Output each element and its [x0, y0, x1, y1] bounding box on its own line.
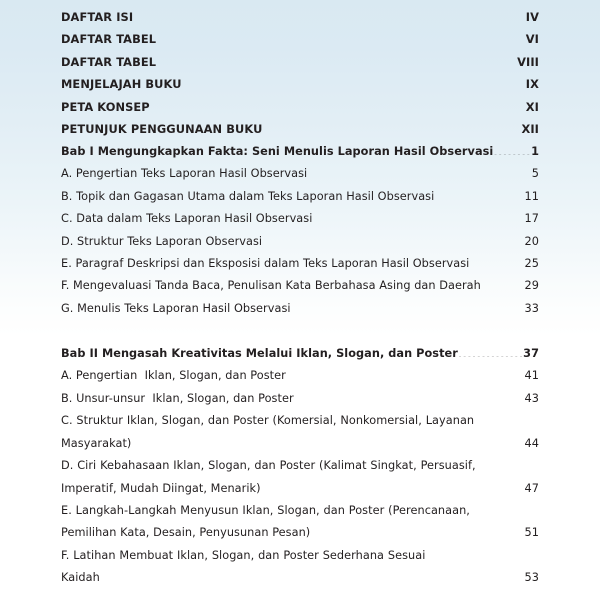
chapter-1-entry-2-row: [61, 433, 539, 455]
front-matter-entry-2-page-number: VIII: [517, 54, 539, 69]
chapter-0-entry-3-title: D. Struktur Teks Laporan Observasi: [61, 234, 263, 248]
chapter-1-entry-1[interactable]: [61, 388, 539, 410]
chapter-0-entry-0-page-number: 5: [531, 167, 539, 181]
chapter-0-entry-5-page-number: 29: [524, 279, 539, 293]
front-matter-entry-2[interactable]: [61, 51, 539, 73]
chapter-1-entry-0-title: A. Pengertian Iklan, Slogan, dan Poster: [61, 369, 286, 383]
chapter-0-entry-3-row: [61, 231, 539, 253]
dot-leader: [291, 301, 525, 312]
chapter-1-entry-3-title: Imperatif, Mudah Diingat, Menarik): [61, 481, 261, 495]
chapter-1-entry-4-line1: E. Langkah-Langkah Menyusun Iklan, Slogan, dan Poster (Perencanaan,: [61, 503, 470, 517]
front-matter-entry-4[interactable]: [61, 96, 539, 118]
chapter-heading-0-row: [61, 141, 539, 163]
dot-leader: [156, 55, 517, 66]
chapter-1-entry-1-page-number: 43: [524, 391, 539, 405]
chapter-heading-0[interactable]: [61, 141, 539, 163]
front-matter-entry-5-row: [61, 118, 539, 140]
chapter-1-entry-3[interactable]: [61, 478, 539, 500]
dot-leader: [150, 99, 526, 110]
dot-leader: [262, 233, 524, 244]
dot-leader: [261, 480, 525, 491]
front-matter-entry-2-title: DAFTAR TABEL: [61, 54, 157, 69]
chapter-0-entry-6[interactable]: [61, 298, 539, 320]
chapter-1-entry-0[interactable]: [61, 365, 539, 387]
dot-leader: [310, 525, 524, 536]
chapter-1-entry-5-row: [61, 567, 539, 589]
front-matter-entry-4-row: [61, 96, 539, 118]
chapter-1-entry-5-title: Kaidah: [61, 571, 100, 585]
chapter-1-entry-4-row: [61, 522, 539, 544]
chapter-0-entry-2-row: [61, 208, 539, 230]
chapter-heading-0-page-number: 1: [531, 144, 539, 158]
chapter-1-entry-3-line1: D. Ciri Kebahasaan Iklan, Slogan, dan Poster (Kalimat Singkat, Persuasif,: [61, 459, 476, 473]
front-matter-entry-4-page-number: XI: [525, 99, 539, 114]
chapter-1-entry-1-title: B. Unsur-unsur Iklan, Slogan, dan Poster: [61, 391, 294, 405]
front-matter-entry-0-row: [61, 6, 539, 28]
chapter-0-entry-3[interactable]: [61, 231, 539, 253]
dot-leader: [469, 256, 524, 267]
chapter-0-entry-2-title: C. Data dalam Teks Laporan Hasil Observasi: [61, 212, 313, 226]
front-matter-entry-0-page-number: IV: [525, 10, 539, 24]
dot-leader: [294, 390, 525, 401]
chapter-0-entry-6-row: [61, 298, 539, 320]
front-matter-entry-3-row: [61, 73, 539, 95]
chapter-0-entry-2[interactable]: [61, 208, 539, 230]
chapter-1-entry-2-page-number: 44: [524, 436, 539, 450]
section-spacer: [61, 320, 539, 342]
dot-leader: [286, 368, 525, 379]
chapter-1-entry-4-page-number: 51: [524, 526, 539, 540]
chapter-1-entry-2-title: Masyarakat): [61, 436, 132, 450]
dot-leader: [312, 211, 524, 222]
chapter-1-entry-5-line1: F. Latihan Membuat Iklan, Slogan, dan Poster Sederhana Sesuai: [61, 548, 426, 562]
chapter-heading-1-title: Bab II Mengasah Kreativitas Melalui Iklan, Slogan, dan Poster: [61, 346, 458, 360]
dot-leader: [156, 32, 526, 43]
chapter-heading-0-title: Bab I Mengungkapkan Fakta: Seni Menulis Laporan Hasil Observasi: [61, 144, 494, 158]
dot-leader: [307, 166, 531, 177]
chapter-0-entry-4-row: [61, 253, 539, 275]
front-matter-entry-0[interactable]: [61, 6, 539, 28]
front-matter-entry-5[interactable]: [61, 118, 539, 140]
dot-leader: [133, 10, 526, 21]
chapter-0-entry-1[interactable]: [61, 186, 539, 208]
chapter-1-entry-5-page-number: 53: [524, 571, 539, 585]
chapter-1-entry-1-row: [61, 388, 539, 410]
front-matter-entry-1-page-number: VI: [525, 32, 539, 47]
chapter-0-entry-0[interactable]: [61, 163, 539, 185]
chapter-0-entry-1-title: B. Topik dan Gagasan Utama dalam Teks Laporan Hasil Observasi: [61, 189, 435, 203]
front-matter-entry-2-row: [61, 51, 539, 73]
dot-leader: [458, 345, 523, 356]
chapter-0-entry-4[interactable]: [61, 253, 539, 275]
dot-leader: [131, 435, 524, 446]
front-matter-entry-1[interactable]: [61, 28, 539, 50]
chapter-1-entry-4-title: Pemilihan Kata, Desain, Penyusunan Pesan): [61, 526, 311, 540]
chapter-heading-1-row: [61, 343, 539, 365]
chapter-0-entry-6-title: G. Menulis Teks Laporan Hasil Observasi: [61, 301, 291, 315]
chapter-0-entry-6-page-number: 33: [524, 301, 539, 315]
front-matter-entry-3-page-number: IX: [525, 77, 539, 92]
front-matter-entry-5-title: PETUNJUK PENGGUNAAN BUKU: [61, 122, 263, 137]
front-matter-entry-4-title: PETA KONSEP: [61, 99, 150, 114]
chapter-0-entry-2-page-number: 17: [524, 212, 539, 226]
chapter-1-entry-3-page-number: 47: [524, 481, 539, 495]
front-matter-entry-3-title: MENJELAJAH BUKU: [61, 77, 182, 92]
chapter-heading-1[interactable]: [61, 343, 539, 365]
front-matter-entry-5-page-number: XII: [521, 122, 539, 137]
chapter-0-entry-5[interactable]: [61, 275, 539, 297]
dot-leader: [493, 143, 531, 154]
chapter-0-entry-4-page-number: 25: [524, 256, 539, 270]
front-matter-entry-3[interactable]: [61, 73, 539, 95]
dot-leader: [100, 570, 525, 581]
toc-list: [61, 6, 539, 590]
front-matter-entry-1-title: DAFTAR TABEL: [61, 32, 157, 47]
chapter-0-entry-5-row: [61, 275, 539, 297]
chapter-1-entry-0-row: [61, 365, 539, 387]
chapter-1-entry-2-line1: C. Struktur Iklan, Slogan, dan Poster (Komersial, Nonkomersial, Layanan: [61, 414, 475, 428]
chapter-0-entry-0-title: A. Pengertian Teks Laporan Hasil Observasi: [61, 167, 308, 181]
dot-leader: [481, 278, 525, 289]
dot-leader: [182, 77, 526, 88]
chapter-0-entry-1-row: [61, 186, 539, 208]
chapter-heading-1-page-number: 37: [523, 346, 539, 360]
chapter-0-entry-3-page-number: 20: [524, 234, 539, 248]
front-matter-entry-1-row: [61, 28, 539, 50]
dot-leader: [434, 188, 524, 199]
chapter-1-entry-3-row: [61, 478, 539, 500]
chapter-0-entry-1-page-number: 11: [524, 189, 539, 203]
dot-leader: [262, 122, 521, 133]
chapter-1-entry-2[interactable]: [61, 433, 539, 455]
chapter-1-entry-0-page-number: 41: [524, 369, 539, 383]
chapter-1-entry-5[interactable]: [61, 567, 539, 589]
chapter-0-entry-0-row: [61, 163, 539, 185]
front-matter-entry-0-title: DAFTAR ISI: [61, 10, 134, 24]
chapter-0-entry-4-title: E. Paragraf Deskripsi dan Eksposisi dalam Teks Laporan Hasil Observasi: [61, 256, 470, 270]
chapter-1-entry-4[interactable]: [61, 522, 539, 544]
chapter-0-entry-5-title: F. Mengevaluasi Tanda Baca, Penulisan Kata Berbahasa Asing dan Daerah: [61, 279, 481, 293]
